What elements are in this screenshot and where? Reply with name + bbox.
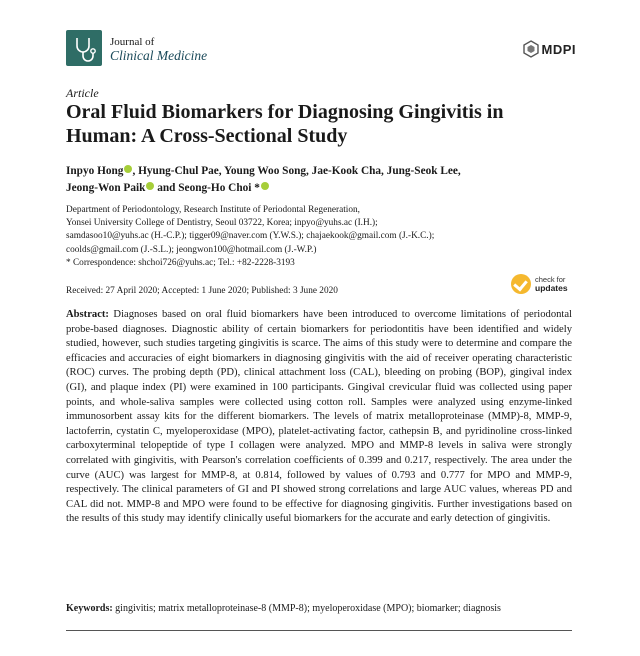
check-for-updates-badge[interactable] — [511, 274, 568, 294]
author-name: Inpyo Hong — [66, 165, 124, 177]
check-icon — [511, 274, 531, 294]
publisher-logo — [522, 40, 577, 58]
affiliation-line: coolds@gmail.com (J.-S.L.); jeongwon100@hotmail.com (J.-W.P.) — [66, 244, 317, 255]
divider — [66, 630, 572, 631]
journal-header — [66, 30, 576, 70]
check-for-updates-line2: updates — [535, 283, 568, 293]
author-names: and Seong-Ho Choi * — [154, 182, 260, 194]
check-for-updates-line1: check for — [535, 275, 566, 284]
check-for-updates-label — [535, 276, 568, 292]
journal-logo — [66, 30, 102, 66]
orcid-icon[interactable] — [261, 182, 269, 190]
paper-title: Oral Fluid Biomarkers for Diagnosing Gingivitis in Human: A Cross-Sectional Study — [66, 101, 504, 147]
article-type: Article — [66, 86, 99, 100]
journal-name-line2: Clinical Medicine — [110, 48, 208, 63]
affiliation-line: Yonsei University College of Dentistry, Seoul 03722, Korea; inpyo@yuhs.ac (I.H.); — [66, 218, 378, 229]
abstract-text: Diagnoses based on oral fluid biomarkers have been introduced to overcome limitations of periodontal probe-based diagnoses. Diagnostic ability of certain biomarkers for periodontitis have been identified and widely studied, however, such studies targeting gingivitis is scarce. The aims of this study were to determine and compare the efficacies and accuracies of eight biomarkers in diagnosing gingivitis with the aid of receiver operating characteristic (ROC) curves. The probing depth (PD), clinical attachment loss (CAL), bleeding on probing (BOP), gingival index (GI), and plaque index (PI) were examined in 100 participants. Gingival crevicular fluid was collected using paper points, and whole-saliva samples were collected using cotton roll. Samples were analyzed using enzyme-linked immunosorbent assay kits for the different biomarkers. The levels of matrix metalloproteinase (MMP)-8, MMP-9, lactoferrin, cystatin C, myeloperoxidase (MPO), platelet-activating factor, cathepsin B, and pyridinoline cross-linked carboxyterminal telopeptide of type I collagen were analyzed. MPO and MMP-8 levels in saliva were strongly correlated with gingivitis, with Pearson's correlation coefficients of 0.399 and 0.217, respectively. The area under the curve (AUC) was largest for MMP-8, at 0.814, followed by values of 0.793 and 0.777 for MPO and MMP-9, respectively. The clinical parameters of GI and PI showed strong correlations and large AUC values, whereas PD and CAL did not. MMP-8 and MPO were found to be effective for diagnosing gingivitis. Further investigations based on the results of this study may identify clinically useful biomarkers for the accurate and early detection of gingivitis. — [66, 309, 573, 525]
publisher-name: MDPI — [541, 41, 576, 57]
author-name: Jeong-Won Paik — [66, 182, 146, 194]
affiliation-line: samdasoo10@yuhs.ac (H.-C.P.); tigger09@naver.com (Y.W.S.); chajaekook@gmail.com (J.-K.C.); — [66, 231, 435, 242]
correspondence-line: * Correspondence: shchoi726@yuhs.ac; Tel.: +82-2228-3193 — [66, 257, 295, 268]
mdpi-icon — [522, 40, 540, 58]
keywords — [66, 602, 586, 615]
author-list — [66, 163, 586, 197]
author-line-1 — [66, 163, 586, 180]
abstract-label: Abstract: — [66, 309, 109, 320]
publication-dates: Received: 27 April 2020; Accepted: 1 June 2020; Published: 3 June 2020 — [66, 286, 338, 296]
stethoscope-icon — [66, 30, 102, 66]
author-names: , Hyung-Chul Pae, Young Woo Song, Jae-Kook Cha, Jung-Seok Lee, — [132, 165, 461, 177]
abstract — [66, 308, 572, 527]
journal-name — [110, 35, 207, 63]
keywords-text: gingivitis; matrix metalloproteinase-8 (MMP-8); myeloperoxidase (MPO); biomarker; diagnosis — [115, 603, 501, 614]
affiliation-block — [66, 204, 586, 270]
journal-name-line1: Journal of — [110, 36, 155, 48]
keywords-label: Keywords: — [66, 603, 113, 614]
affiliation-line: Department of Periodontology, Research Institute of Periodontal Regeneration, — [66, 205, 360, 215]
author-line-2 — [66, 180, 586, 197]
